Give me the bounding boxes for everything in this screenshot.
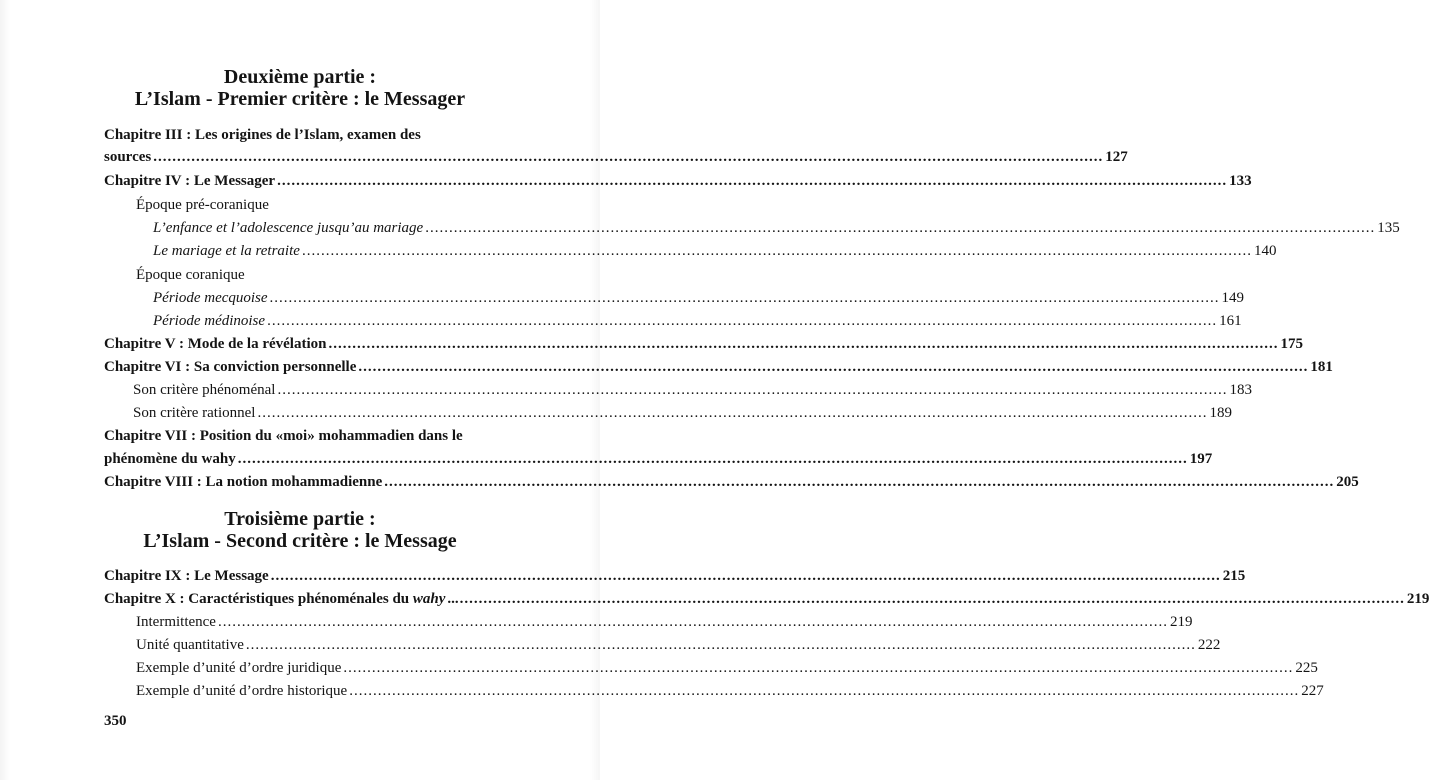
dot-leader [302, 240, 1252, 262]
part-two-title: Deuxième partie : [223, 66, 377, 88]
part-three-heading [0, 508, 600, 552]
toc-entry-label-italic: wahy [412, 591, 446, 607]
toc-entry-label: Chapitre VIII : La notion mohammadienne [104, 474, 383, 490]
toc-page-number: 135 [1377, 220, 1400, 236]
toc-page-number: 205 [1336, 474, 1359, 490]
toc-entry-label: Son critère rationnel [133, 405, 256, 421]
toc-section-unity [136, 634, 1221, 656]
toc-page-number: 181 [1310, 359, 1333, 375]
toc-section-precoranic: Époque pré-coranique [136, 197, 269, 213]
toc-entry-label: Période médinoise [153, 313, 266, 329]
toc-page-number: 222 [1197, 637, 1221, 653]
toc-chapter-3-line2: sources [104, 149, 152, 165]
toc-entry-label: Le mariage et la retraite [153, 243, 300, 259]
toc-section-juridical [136, 657, 1318, 679]
toc-subsection-childhood [153, 217, 1400, 239]
toc-chapter-9 [104, 565, 1246, 587]
dot-leader [257, 402, 1207, 424]
toc-entry-label: Chapitre IX : Le Message [104, 568, 269, 584]
toc-chapter-3 [104, 146, 1128, 168]
dot-leader [246, 634, 1196, 656]
dot-leader [425, 217, 1375, 239]
dot-leader [328, 333, 1278, 355]
toc-entry-label: Unité quantitative [136, 637, 244, 653]
dot-leader [238, 448, 1188, 470]
toc-subsection-mecca [153, 287, 1245, 309]
toc-page-number: 189 [1209, 405, 1232, 421]
toc-page-number: 161 [1219, 313, 1242, 329]
toc-entry-label-part: Chapitre X : Caractéristiques phénoménales du [104, 591, 413, 607]
part-two-subtitle: L’Islam - Premier critère : le Messager [134, 88, 466, 110]
toc-entry-label: Chapitre V : Mode de la révélation [104, 336, 327, 352]
toc-page-number: 227 [1301, 683, 1324, 699]
dot-leader [218, 611, 1168, 633]
toc-entry-label [104, 588, 445, 610]
toc-page-number: 219 [1169, 614, 1193, 630]
toc-page-number: 219 [1406, 591, 1429, 607]
toc-entry-label: Exemple d’unité d’ordre juridique [136, 660, 342, 676]
toc-entry-label: Période mecquoise [153, 290, 268, 306]
toc-chapter-8 [104, 471, 1359, 493]
toc-page-number: 140 [1253, 243, 1277, 259]
dot-leader [349, 680, 1299, 702]
toc-chapter-7-line2: phénomène du wahy [104, 451, 236, 467]
toc-entry-label: Chapitre VI : Sa conviction personnelle [104, 359, 357, 375]
part-three-subtitle: L’Islam - Second critère : le Message [143, 530, 457, 552]
toc-chapter-3-line1: Chapitre III : Les origines de l’Islam, examen des [104, 127, 421, 143]
toc-chapter-7 [104, 448, 1213, 470]
toc-page-number: 215 [1222, 568, 1246, 584]
dot-leader [358, 356, 1308, 378]
toc-entry-label: Chapitre IV : Le Messager [104, 173, 276, 189]
toc-section-phenomenal [133, 379, 1252, 401]
dot-leader: .. ..... [447, 588, 1405, 610]
toc-chapter-4 [104, 170, 1252, 192]
dot-leader [343, 657, 1293, 679]
toc-entry-label: Son critère phénoménal [133, 382, 276, 398]
toc-subsection-medina [153, 310, 1242, 332]
toc-page-number: 225 [1295, 660, 1318, 676]
part-two-heading [0, 66, 600, 110]
toc-page-number: 175 [1280, 336, 1303, 352]
dot-leader [270, 287, 1220, 309]
toc-section-rational [133, 402, 1232, 424]
toc-entry-label: Exemple d’unité d’ordre historique [136, 683, 348, 699]
page-number: 350 [104, 713, 127, 729]
toc-page-number: 127 [1105, 149, 1128, 165]
toc-page-number: 183 [1229, 382, 1252, 398]
dot-leader [153, 146, 1103, 168]
toc-chapter-7-line1: Chapitre VII : Position du «moi» mohammadien dans le [104, 428, 463, 444]
toc-page-number: 133 [1229, 173, 1252, 189]
dot-leader [277, 170, 1227, 192]
dot-leader [271, 565, 1221, 587]
part-three-title: Troisième partie : [224, 508, 376, 530]
toc-chapter-5 [104, 333, 1303, 355]
toc-page-number: 197 [1189, 451, 1213, 467]
dot-leader [277, 379, 1227, 401]
toc-section-intermittence [136, 611, 1193, 633]
toc-entry-label: Intermittence [136, 614, 216, 630]
toc-chapter-10 [104, 588, 1429, 610]
toc-page-number: 149 [1221, 290, 1245, 306]
toc-entry-label: L’enfance et l’adolescence jusqu’au mariage [153, 220, 424, 236]
toc-subsection-marriage [153, 240, 1277, 262]
toc-section-coranic: Époque coranique [136, 267, 245, 283]
dot-leader [267, 310, 1217, 332]
toc-chapter-6 [104, 356, 1333, 378]
toc-section-historical [136, 680, 1324, 702]
dot-leader [384, 471, 1334, 493]
